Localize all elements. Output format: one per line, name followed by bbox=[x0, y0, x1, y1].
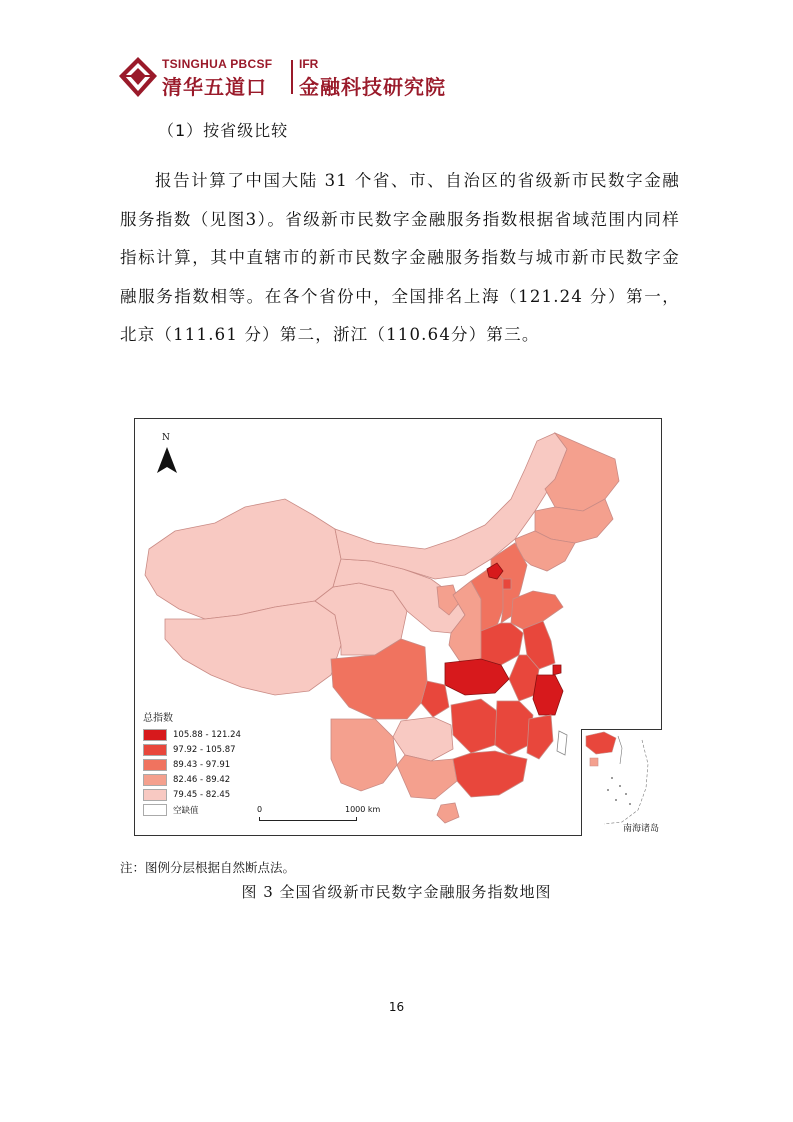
legend-label: 82.46 - 89.42 bbox=[173, 774, 231, 785]
scale-bar bbox=[257, 805, 381, 825]
figure-caption: 图 3 全国省级新市民数字金融服务指数地图 bbox=[241, 883, 552, 901]
map-legend bbox=[143, 709, 241, 817]
north-label: N bbox=[162, 433, 170, 443]
province-shanghai bbox=[553, 665, 561, 675]
header bbox=[118, 56, 458, 102]
scale-end: 1000 km bbox=[345, 805, 381, 814]
legend-item bbox=[143, 787, 241, 802]
inset-label: 南海诸岛 bbox=[622, 824, 659, 834]
legend-swatch bbox=[143, 729, 167, 741]
legend-swatch bbox=[143, 744, 167, 756]
legend-title: 总指数 bbox=[143, 713, 173, 724]
province-hainan bbox=[437, 803, 459, 823]
body-paragraph: 报告计算了中国大陆 31 个省、市、自治区的省级新市民数字金融服务指数（见图3）。省级新市民数字金融服务指数根据省域范围内同样指标计算，其中直辖市的新市民数字金融服务指数与城市新市民数字金融服务指数相等。在各个省份中，全国排名上海（121.24 分）第一，北京（111.61 分）第二，浙江（110.64分）第三。 bbox=[120, 171, 680, 344]
legend-label: 97.92 - 105.87 bbox=[173, 744, 236, 755]
tsinghua-logo-icon bbox=[118, 56, 158, 98]
province-hunan bbox=[451, 699, 497, 753]
figure-map bbox=[134, 418, 662, 836]
legend-label: 空缺值 bbox=[173, 805, 199, 816]
north-arrow-icon bbox=[155, 433, 179, 475]
province-fujian bbox=[527, 715, 553, 759]
section-title: （1）按省级比较 bbox=[158, 121, 289, 140]
north-arrow bbox=[155, 433, 179, 475]
legend-item bbox=[143, 802, 241, 817]
brand-english: TSINGHUA PBCSF bbox=[162, 57, 273, 71]
legend-item bbox=[143, 757, 241, 772]
legend-item bbox=[143, 772, 241, 787]
province-taiwan bbox=[557, 731, 567, 755]
scale-start: 0 bbox=[257, 805, 263, 814]
province-guangdong bbox=[453, 751, 527, 797]
legend-swatch bbox=[143, 759, 167, 771]
legend-label: 89.43 - 97.91 bbox=[173, 759, 231, 770]
legend-swatch bbox=[143, 804, 167, 816]
legend-item bbox=[143, 742, 241, 757]
page-number: 16 bbox=[388, 1000, 405, 1014]
south-china-sea-inset bbox=[581, 729, 662, 836]
brand-chinese: 清华五道口 bbox=[162, 75, 267, 99]
header-divider bbox=[291, 60, 293, 94]
ifr-chinese: 金融科技研究院 bbox=[299, 75, 446, 99]
legend-label: 105.88 - 121.24 bbox=[173, 729, 241, 740]
province-tibet bbox=[165, 601, 341, 695]
legend-label: 79.45 - 82.45 bbox=[173, 789, 231, 800]
legend-swatch bbox=[143, 774, 167, 786]
ifr-english: IFR bbox=[299, 57, 319, 71]
figure-note: 注：图例分层根据自然断点法。 bbox=[120, 860, 296, 875]
province-tianjin bbox=[503, 579, 511, 589]
province-guizhou bbox=[393, 717, 453, 761]
province-henan bbox=[481, 623, 523, 665]
province-zhejiang bbox=[533, 675, 563, 715]
province-hubei bbox=[445, 659, 509, 695]
province-xinjiang bbox=[145, 499, 341, 619]
scale-line bbox=[259, 817, 357, 821]
legend-swatch bbox=[143, 789, 167, 801]
province-yunnan bbox=[331, 719, 397, 791]
legend-item bbox=[143, 727, 241, 742]
province-guangxi bbox=[397, 755, 457, 799]
